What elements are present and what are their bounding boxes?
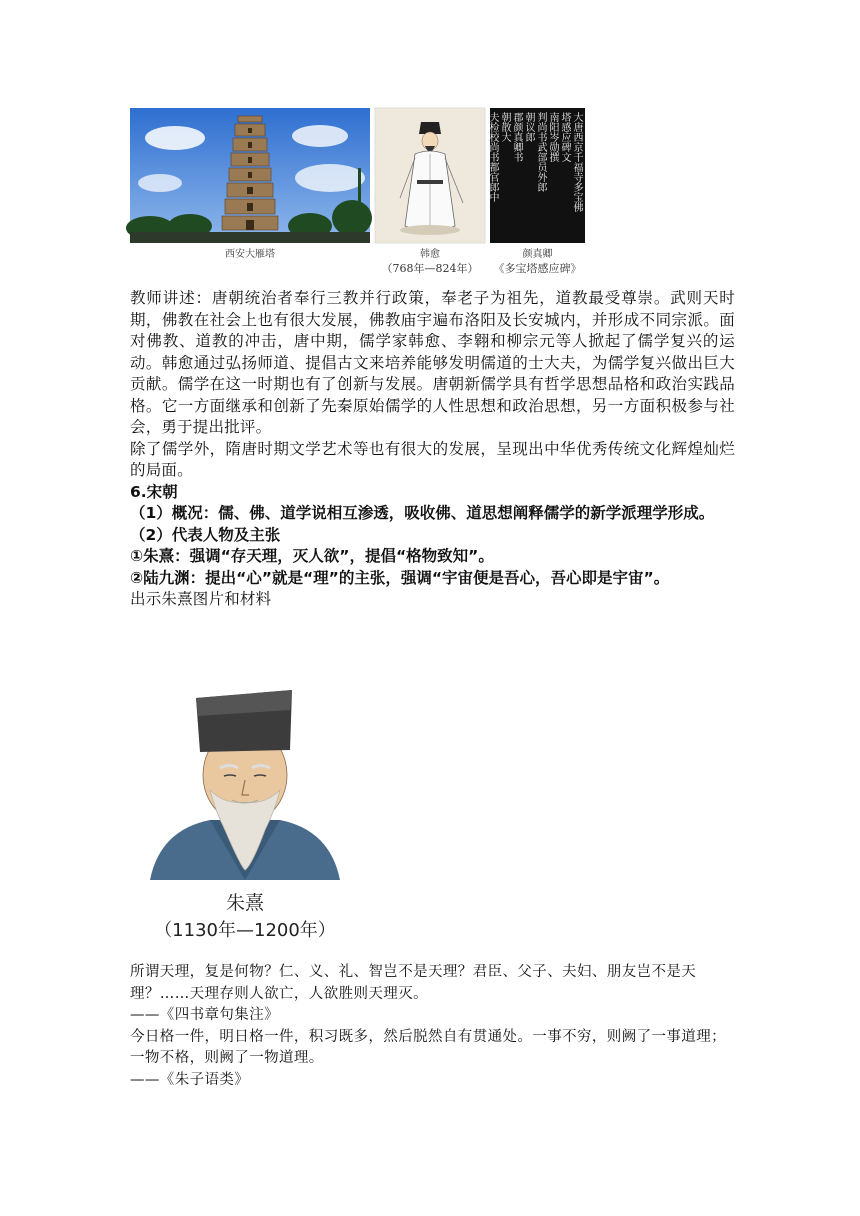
stele-image <box>487 108 585 243</box>
stele-column: 郡颜真卿书 <box>511 112 522 162</box>
stele-column: 大唐西京千福寺多宝佛 <box>571 112 582 212</box>
stele-column: 夫检校尚书都官郎中 <box>487 112 498 202</box>
quote-2-source: ——《朱子语类》 <box>130 1071 250 1088</box>
pagoda-caption: 西安大雁塔 <box>225 249 275 260</box>
stele-rubbing <box>487 108 585 275</box>
stele-column: 塔感应碑文 <box>559 112 570 162</box>
zhuxi-point: ①朱熹：强调“存天理，灭人欲”，提倡“格物致知”。 <box>130 547 494 565</box>
tang-paragraph-1: 教师讲述：唐朝统治者奉行三教并行政策，奉老子为祖先，道教最受尊崇。武则天时期，佛教在社会上也有很大发展，佛教庙宇遍布洛阳及长安城内，并形成不同宗派。面对佛教、道教的冲击，唐中期，儒学家韩愈、李翱和柳宗元等人掀起了儒学复兴的运动。韩愈通过弘扬师道、提倡古文来培养能够发明儒道的士大夫，为儒学复兴做出巨大贡献。儒学在这一时期也有了创新与发展。唐朝新儒学具有哲学思想品格和政治实践品格。它一方面继承和创新了先秦原始儒学的人性思想和政治思想，另一方面积极参与社会，勇于提出批评。 <box>130 289 735 436</box>
hanyu-caption-name: 韩愈 <box>420 249 440 260</box>
lujiuyuan-point: ②陆九渊：提出“心”就是“理”的主张，强调“宇宙便是吾心，吾心即是宇宙”。 <box>130 568 670 587</box>
zhuxi-caption-name: 朱熹 <box>225 892 264 914</box>
pagoda-photo <box>130 108 370 260</box>
zhuxi-portrait <box>140 680 350 889</box>
stele-column: 朝散大 <box>499 112 510 142</box>
stele-caption-name: 颜真卿 <box>522 249 553 260</box>
stele-column: 南阳岑勋撰 <box>547 112 558 162</box>
song-overview: （1）概况：儒、佛、道学说相互渗透，吸收佛、道思想阐释儒学的新学派理学形成。 <box>130 504 715 522</box>
stele-column: 判尚书武部员外郎 <box>535 112 546 192</box>
quote-1-text: 所谓天理，复是何物？仁、义、礼、智岂不是天理？君臣、父子、夫妇、朋友岂不是天理？……天理存则人欲亡，人欲胜则天理灭。 <box>130 964 697 1002</box>
show-text: 出示朱熹图片和材料 <box>130 590 272 608</box>
song-figures-heading: （2）代表人物及主张 <box>130 525 281 544</box>
stele-caption-title: 《多宝塔感应碑》 <box>493 262 582 275</box>
zhuxi-caption-years: （1130年—1200年） <box>154 920 336 941</box>
quotes-section <box>130 962 735 1091</box>
quote-2-text: 今日格一件，明日格一件，积习既多，然后脱然自有贯通处。一事不穷，则阙了一事道理；一物不格，则阙了一物道理。 <box>130 1028 726 1066</box>
tang-paragraph-2: 除了儒学外，隋唐时期文学艺术等也有很大的发展，呈现出中华优秀传统文化辉煌灿烂的局面。 <box>130 439 735 479</box>
song-heading: 6.宋朝 <box>130 482 178 501</box>
hanyu-caption-years: （768年—824年） <box>381 262 479 275</box>
quote-1-source: ——《四书章句集注》 <box>130 1007 279 1023</box>
tang-section <box>130 288 735 611</box>
stele-column: 朝议郎 <box>523 112 534 142</box>
hanyu-portrait <box>375 108 485 275</box>
